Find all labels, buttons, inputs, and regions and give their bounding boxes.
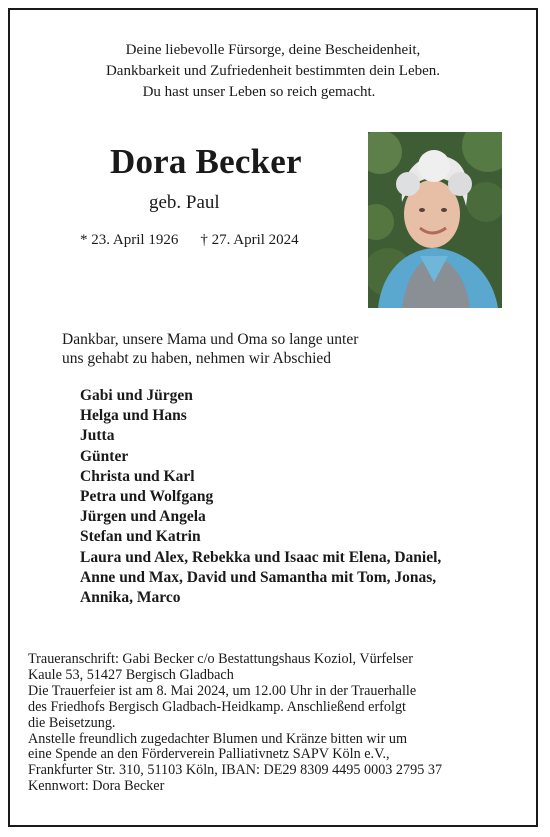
family-member: Anne und Max, David und Samantha mit Tom, Jonas, xyxy=(80,568,437,586)
info-line: Kaule 53, 51427 Bergisch Gladbach xyxy=(28,666,234,683)
birth-date: * 23. April 1926 xyxy=(80,232,179,248)
info-line: Die Trauerfeier ist am 8. Mai 2024, um 12.00 Uhr in der Trauerhalle xyxy=(28,682,417,699)
deceased-name: Dora Becker xyxy=(110,142,302,181)
death-date: † 27. April 2024 xyxy=(200,232,299,248)
family-member: Jutta xyxy=(80,427,115,445)
intro-line: Dankbar, unsere Mama und Oma so lange unter xyxy=(62,331,359,348)
family-member: Christa und Karl xyxy=(80,467,195,485)
family-member: Laura und Alex, Rebekka und Isaac mit Elena, Daniel, xyxy=(80,548,442,566)
info-line: des Friedhofs Bergisch Gladbach-Heidkamp. Anschließend erfolgt xyxy=(28,698,406,715)
birth-name: geb. Paul xyxy=(149,192,220,213)
info-line: Frankfurter Str. 310, 51103 Köln, IBAN: DE29 8309 4495 0003 2795 37 xyxy=(28,762,443,779)
info-line: die Beisetzung. xyxy=(28,714,116,731)
family-list xyxy=(80,386,441,608)
obituary-notice xyxy=(8,8,538,827)
info-line: Kennwort: Dora Becker xyxy=(28,778,165,795)
family-member: Annika, Marco xyxy=(80,589,181,607)
family-member: Stefan und Katrin xyxy=(80,528,201,546)
portrait-photo xyxy=(368,132,502,308)
info-line: eine Spende an den Förderverein Palliativnetz SAPV Köln e.V., xyxy=(28,746,390,763)
funeral-info xyxy=(28,652,442,795)
poem-line: Deine liebevolle Fürsorge, deine Bescheidenheit, xyxy=(125,42,421,58)
poem-line: Du hast unser Leben so reich gemacht. xyxy=(142,84,376,100)
info-line: Anstelle freundlich zugedachter Blumen und Kränze bitten wir um xyxy=(28,730,407,747)
intro-text xyxy=(62,330,358,368)
info-line: Traueranschrift: Gabi Becker c/o Bestattungshaus Koziol, Vürfelser xyxy=(28,651,413,667)
family-member: Jürgen und Angela xyxy=(80,508,206,526)
life-dates xyxy=(80,232,321,249)
family-member: Gabi und Jürgen xyxy=(80,387,193,404)
family-member: Helga und Hans xyxy=(80,407,187,425)
poem-line: Dankbarkeit und Zufriedenheit bestimmten dein Leben. xyxy=(105,63,441,79)
poem xyxy=(10,40,536,103)
family-member: Petra und Wolfgang xyxy=(80,488,214,506)
family-member: Günter xyxy=(80,447,129,465)
intro-line: uns gehabt zu haben, nehmen wir Abschied xyxy=(62,350,332,367)
